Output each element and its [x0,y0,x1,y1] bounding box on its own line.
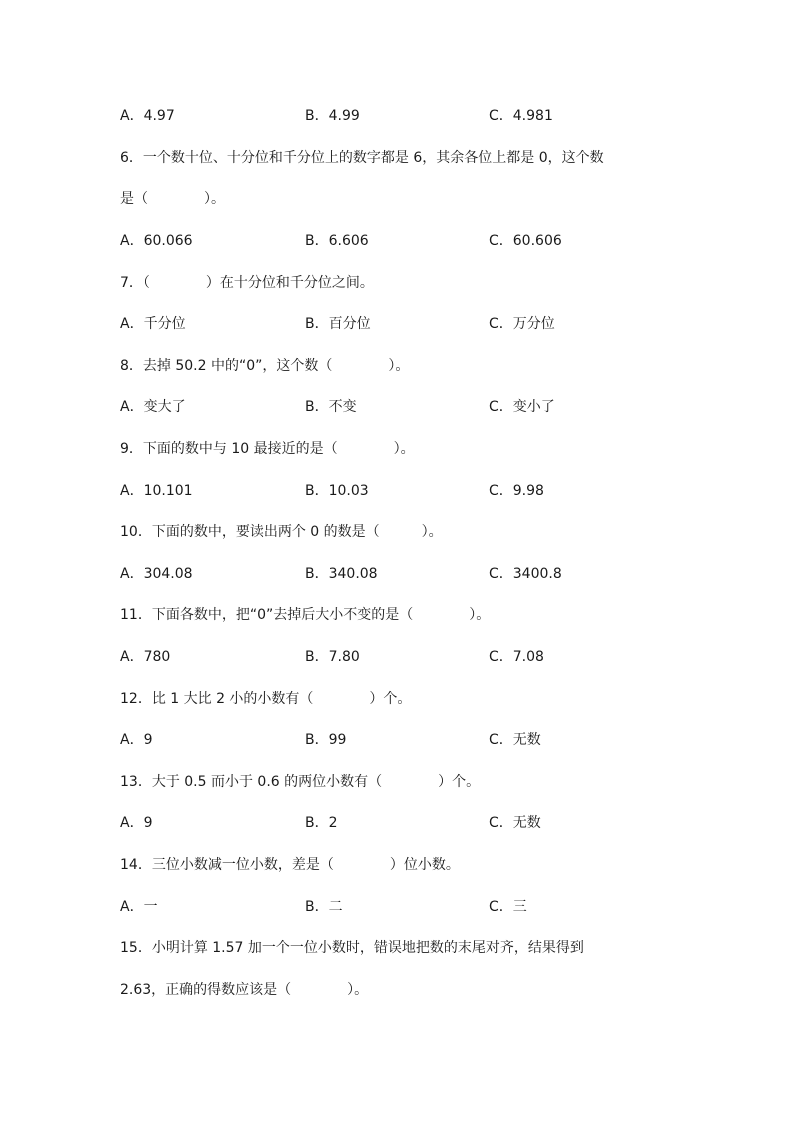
option-b: B．不变 [305,399,357,415]
question-15-text-line1: 15．小明计算 1.57 加一个一位小数时，错误地把数的末尾对齐，结果得到 [120,940,584,956]
option-b: B．7.80 [305,649,360,665]
option-a: A．千分位 [120,316,186,332]
option-c: C．60.606 [489,233,562,249]
question-8-text: 8．去掉 50.2 中的“0”，这个数（ ）。 [120,358,410,374]
option-b: B．2 [305,815,338,831]
option-c: C．3400.8 [489,566,562,582]
option-b: B．6.606 [305,233,369,249]
option-a: A．变大了 [120,399,186,415]
question-10-text: 10．下面的数中，要读出两个 0 的数是（ ）。 [120,524,443,540]
question-11-text: 11．下面各数中，把“0”去掉后大小不变的是（ ）。 [120,607,491,623]
question-7-text: 7．（ ）在十分位和千分位之间。 [120,275,374,291]
option-c: C．万分位 [489,316,555,332]
option-a: A．780 [120,649,171,665]
option-c: C．无数 [489,815,541,831]
option-a: A．9 [120,815,153,831]
option-b: B．10.03 [305,483,369,499]
question-6-text-line2: 是（ ）。 [120,191,225,207]
option-c: C．无数 [489,732,541,748]
option-b: B．4.99 [305,108,360,124]
question-6-text-line1: 6．一个数十位、十分位和千分位上的数字都是 6，其余各位上都是 0，这个数 [120,150,604,166]
option-b: B．百分位 [305,316,371,332]
option-a: A．9 [120,732,153,748]
option-a: A．一 [120,899,158,915]
question-9-text: 9．下面的数中与 10 最接近的是（ ）。 [120,441,415,457]
option-a: A．60.066 [120,233,193,249]
option-c: C．三 [489,899,527,915]
option-c: C．7.08 [489,649,544,665]
question-15-text-line2: 2.63，正确的得数应该是（ ）。 [120,982,369,998]
option-a: A．4.97 [120,108,175,124]
option-b: B．99 [305,732,347,748]
question-12-text: 12．比 1 大比 2 小的小数有（ ）个。 [120,691,412,707]
question-13-text: 13．大于 0.5 而小于 0.6 的两位小数有（ ）个。 [120,774,481,790]
option-c: C．4.981 [489,108,553,124]
option-a: A．10.101 [120,483,193,499]
option-b: B．340.08 [305,566,378,582]
option-a: A．304.08 [120,566,193,582]
option-c: C．变小了 [489,399,555,415]
question-14-text: 14．三位小数减一位小数，差是（ ）位小数。 [120,857,460,873]
option-b: B．二 [305,899,343,915]
option-c: C．9.98 [489,483,544,499]
